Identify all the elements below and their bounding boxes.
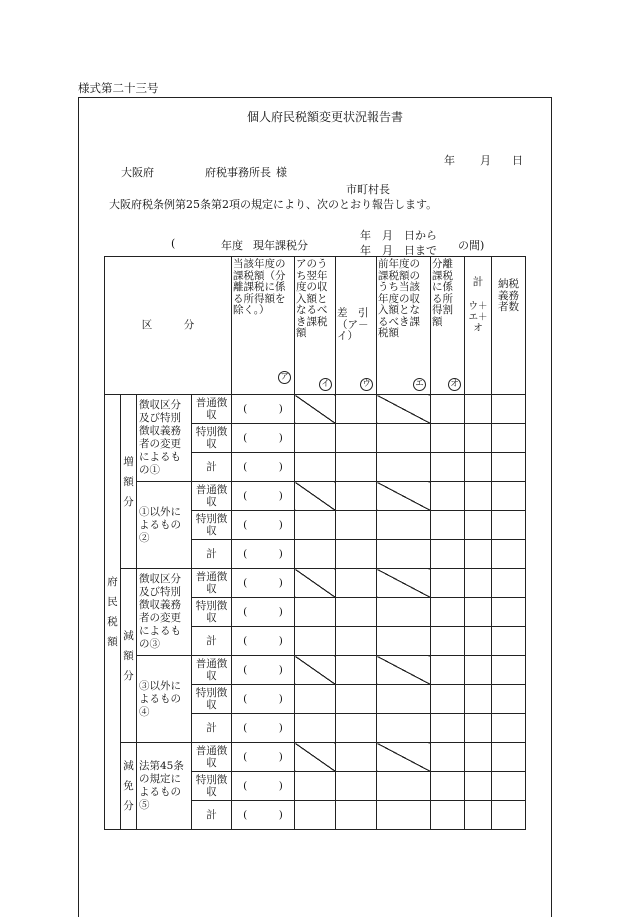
paren-placeholder: ( ) (243, 461, 283, 473)
group-exm-label: 法第45条の規定によるもの⑤ (139, 760, 184, 811)
cell-col-total[interactable] (465, 656, 492, 685)
group-dec2 (137, 656, 192, 743)
cell-col-payers[interactable] (492, 627, 526, 656)
row-kind-label: 普通徴収 (195, 484, 228, 508)
vertical-tax (105, 395, 121, 830)
row-kind-label: 特別徴収 (195, 600, 228, 624)
header-category (105, 257, 232, 395)
header-row (105, 257, 526, 395)
header-col-o (431, 257, 465, 395)
cell-col-e[interactable] (377, 627, 431, 656)
row-kind-label: 特別徴収 (195, 513, 228, 537)
row-kind-normal (192, 569, 232, 598)
col-o-label: 分離課税に係る所得割額 (432, 258, 453, 328)
col-e-mark: エ (413, 378, 426, 391)
cell-col-a[interactable] (232, 540, 295, 569)
col-i-mark: イ (319, 378, 332, 391)
cell-col-e[interactable] (377, 743, 431, 772)
cell-col-o[interactable] (431, 453, 465, 482)
group-inc1-label: 徴収区分及び特別徴収義務者の変更によるもの① (139, 399, 181, 476)
row-kind-normal (192, 395, 232, 424)
table-row (105, 482, 526, 511)
paren-placeholder: ( ) (243, 809, 283, 821)
cell-col-e[interactable] (377, 714, 431, 743)
cell-col-o[interactable] (431, 685, 465, 714)
cell-col-payers[interactable] (492, 424, 526, 453)
row-kind-label: 普通徴収 (195, 571, 228, 595)
group-exm (137, 743, 192, 830)
cell-col-a[interactable] (232, 772, 295, 801)
row-kind-normal (192, 482, 232, 511)
row-kind-label: 特別徴収 (195, 687, 228, 711)
cell-col-o[interactable] (431, 598, 465, 627)
cell-col-i[interactable] (295, 453, 336, 482)
col-a-mark: ア (278, 371, 291, 384)
vertical-exemption-label: 減免分 (123, 760, 134, 812)
group-inc1 (137, 395, 192, 482)
row-kind-total (192, 801, 232, 830)
cell-col-total[interactable] (465, 569, 492, 598)
cell-col-i[interactable] (295, 656, 336, 685)
cell-col-i[interactable] (295, 424, 336, 453)
cell-col-o[interactable] (431, 743, 465, 772)
cell-col-o[interactable] (431, 395, 465, 424)
cell-col-payers[interactable] (492, 482, 526, 511)
cell-col-e[interactable] (377, 656, 431, 685)
col-e-label: 前年度の課税額のうち当該年度の収入額となるべき課税額 (378, 258, 420, 339)
row-kind-label: 計 (206, 722, 217, 734)
period-to: 年 月 日まで (360, 244, 437, 257)
cell-col-u[interactable] (336, 627, 377, 656)
cell-col-a[interactable] (232, 714, 295, 743)
row-kind-label: 計 (206, 461, 217, 473)
cell-col-total[interactable] (465, 627, 492, 656)
statement: 大阪府税条例第25条第2項の規定により、次のとおり報告します。 (109, 198, 438, 211)
cell-col-total[interactable] (465, 772, 492, 801)
cell-col-u[interactable] (336, 569, 377, 598)
recipient-honorific: 様 (276, 166, 287, 179)
cell-col-e[interactable] (377, 685, 431, 714)
cell-col-payers[interactable] (492, 714, 526, 743)
group-dec1-label: 徴収区分及び特別徴収義務者の変更によるもの③ (139, 573, 181, 650)
cell-col-total[interactable] (465, 453, 492, 482)
period-close: の間) (458, 239, 485, 252)
cell-col-u[interactable] (336, 598, 377, 627)
cell-col-o[interactable] (431, 482, 465, 511)
cell-col-payers[interactable] (492, 569, 526, 598)
cell-col-i[interactable] (295, 627, 336, 656)
col-u-mark: ウ (360, 378, 373, 391)
cell-col-i[interactable] (295, 395, 336, 424)
cell-col-a[interactable] (232, 569, 295, 598)
vertical-decrease-label: 減額分 (123, 629, 134, 682)
period-from: 年 月 日から (360, 229, 437, 242)
vertical-exemption (121, 743, 137, 830)
cell-col-payers[interactable] (492, 801, 526, 830)
header-col-e (377, 257, 431, 395)
cell-col-a[interactable] (232, 685, 295, 714)
cell-col-total[interactable] (465, 743, 492, 772)
group-inc2-label: ①以外によるもの② (139, 505, 181, 544)
cell-col-e[interactable] (377, 569, 431, 598)
cell-col-a[interactable] (232, 627, 295, 656)
paren-placeholder: ( ) (243, 432, 283, 444)
row-kind-label: 計 (206, 809, 217, 821)
row-kind-label: 特別徴収 (195, 426, 228, 450)
row-kind-label: 普通徴収 (195, 658, 228, 682)
header-col-u (336, 257, 377, 395)
row-kind-label: 計 (206, 548, 217, 560)
group-inc2 (137, 482, 192, 569)
cell-col-u[interactable] (336, 424, 377, 453)
paren-placeholder: ( ) (243, 664, 283, 676)
paren-placeholder: ( ) (243, 490, 283, 502)
cell-col-total[interactable] (465, 540, 492, 569)
cell-col-o[interactable] (431, 801, 465, 830)
row-kind-total (192, 453, 232, 482)
paren-placeholder: ( ) (243, 403, 283, 415)
cell-col-o[interactable] (431, 714, 465, 743)
cell-col-a[interactable] (232, 598, 295, 627)
date-year: 年 (444, 154, 455, 167)
cell-col-i[interactable] (295, 801, 336, 830)
cell-col-u[interactable] (336, 453, 377, 482)
col-u-label: 差 引（ア－イ） (337, 307, 369, 343)
cell-col-u[interactable] (336, 540, 377, 569)
paren-placeholder: ( ) (243, 635, 283, 647)
recipient-office: 府税事務所長 (205, 166, 271, 179)
cell-col-o[interactable] (431, 772, 465, 801)
cell-col-o[interactable] (431, 627, 465, 656)
cell-col-i[interactable] (295, 772, 336, 801)
cell-col-i[interactable] (295, 540, 336, 569)
cell-col-o[interactable] (431, 424, 465, 453)
header-category-label: 区 分 (141, 318, 195, 331)
vertical-tax-label: 府民税額 (107, 576, 118, 648)
cell-col-total[interactable] (465, 685, 492, 714)
paren-placeholder: ( ) (243, 722, 283, 734)
row-kind-special (192, 511, 232, 540)
col-total-label: 計 (472, 276, 484, 288)
cell-col-payers[interactable] (492, 598, 526, 627)
row-kind-total (192, 627, 232, 656)
table-row (105, 569, 526, 598)
row-kind-total (192, 714, 232, 743)
cell-col-a[interactable] (232, 482, 295, 511)
row-kind-label: 特別徴収 (195, 774, 228, 798)
cell-col-e[interactable] (377, 453, 431, 482)
col-payers-label: 納税義務者数 (498, 278, 519, 313)
cell-col-e[interactable] (377, 482, 431, 511)
cell-col-payers[interactable] (492, 772, 526, 801)
period-year-label: 年度 (221, 239, 243, 252)
cell-col-e[interactable] (377, 511, 431, 540)
cell-col-u[interactable] (336, 772, 377, 801)
cell-col-a[interactable] (232, 656, 295, 685)
cell-col-total[interactable] (465, 395, 492, 424)
header-col-a (232, 257, 295, 395)
col-o-mark: オ (448, 378, 461, 391)
paren-placeholder: ( ) (243, 780, 283, 792)
recipient-prefecture: 大阪府 (121, 166, 154, 179)
row-kind-label: 普通徴収 (195, 397, 228, 421)
header-col-payers (492, 257, 526, 395)
cell-col-u[interactable] (336, 801, 377, 830)
page-title: 個人府民税額変更状況報告書 (247, 110, 404, 124)
paren-placeholder: ( ) (243, 577, 283, 589)
row-kind-special (192, 772, 232, 801)
paren-placeholder: ( ) (243, 519, 283, 531)
row-kind-normal (192, 656, 232, 685)
cell-col-o[interactable] (431, 511, 465, 540)
vertical-increase (121, 395, 137, 569)
cell-col-u[interactable] (336, 482, 377, 511)
vertical-increase-label: 増額分 (123, 455, 134, 508)
cell-col-total[interactable] (465, 511, 492, 540)
cell-col-payers[interactable] (492, 685, 526, 714)
cell-col-a[interactable] (232, 511, 295, 540)
cell-col-u[interactable] (336, 511, 377, 540)
cell-col-a[interactable] (232, 424, 295, 453)
cell-col-e[interactable] (377, 395, 431, 424)
row-kind-label: 普通徴収 (195, 745, 228, 769)
cell-col-i[interactable] (295, 598, 336, 627)
col-i-label: アのうち翌年度の収入額となるべき課税額 (296, 258, 328, 339)
cell-col-i[interactable] (295, 685, 336, 714)
cell-col-i[interactable] (295, 482, 336, 511)
cell-col-payers[interactable] (492, 743, 526, 772)
cell-col-total[interactable] (465, 714, 492, 743)
cell-col-payers[interactable] (492, 540, 526, 569)
cell-col-payers[interactable] (492, 511, 526, 540)
vertical-decrease (121, 569, 137, 743)
table-row (105, 395, 526, 424)
row-kind-special (192, 598, 232, 627)
cell-col-total[interactable] (465, 424, 492, 453)
group-dec2-label: ③以外によるもの④ (139, 679, 181, 718)
date-month: 月 (480, 154, 491, 167)
form-number: 様式第二十三号 (78, 81, 159, 95)
header-col-total (465, 257, 492, 395)
group-dec1 (137, 569, 192, 656)
cell-col-u[interactable] (336, 743, 377, 772)
cell-col-e[interactable] (377, 772, 431, 801)
row-kind-special (192, 685, 232, 714)
row-kind-special (192, 424, 232, 453)
cell-col-a[interactable] (232, 395, 295, 424)
cell-col-e[interactable] (377, 540, 431, 569)
cell-col-a[interactable] (232, 743, 295, 772)
cell-col-a[interactable] (232, 453, 295, 482)
cell-col-o[interactable] (431, 656, 465, 685)
cell-col-total[interactable] (465, 801, 492, 830)
cell-col-u[interactable] (336, 714, 377, 743)
row-kind-label: 計 (206, 635, 217, 647)
cell-col-total[interactable] (465, 482, 492, 511)
cell-col-o[interactable] (431, 540, 465, 569)
cell-col-u[interactable] (336, 395, 377, 424)
row-kind-normal (192, 743, 232, 772)
col-total-formula: ウ＋エ＋オ (468, 300, 488, 334)
cell-col-a[interactable] (232, 801, 295, 830)
cell-col-e[interactable] (377, 801, 431, 830)
cell-col-u[interactable] (336, 685, 377, 714)
tax-change-table (104, 256, 526, 830)
cell-col-u[interactable] (336, 656, 377, 685)
cell-col-payers[interactable] (492, 656, 526, 685)
table-row (105, 743, 526, 772)
cell-col-i[interactable] (295, 511, 336, 540)
sender-title: 市町村長 (346, 183, 390, 196)
period-current: 現年課税分 (253, 239, 308, 252)
period-open: ( (171, 237, 176, 250)
cell-col-e[interactable] (377, 598, 431, 627)
date-day: 日 (512, 154, 523, 167)
cell-col-i[interactable] (295, 569, 336, 598)
cell-col-payers[interactable] (492, 453, 526, 482)
header-col-i (295, 257, 336, 395)
cell-col-total[interactable] (465, 598, 492, 627)
table-row (105, 656, 526, 685)
col-a-label: 当該年度の課税額（分離課税に係る所得額を除く。） (233, 258, 286, 316)
cell-col-i[interactable] (295, 714, 336, 743)
row-kind-total (192, 540, 232, 569)
cell-col-i[interactable] (295, 743, 336, 772)
cell-col-payers[interactable] (492, 395, 526, 424)
cell-col-e[interactable] (377, 424, 431, 453)
paren-placeholder: ( ) (243, 751, 283, 763)
paren-placeholder: ( ) (243, 548, 283, 560)
paren-placeholder: ( ) (243, 693, 283, 705)
cell-col-o[interactable] (431, 569, 465, 598)
paren-placeholder: ( ) (243, 606, 283, 618)
